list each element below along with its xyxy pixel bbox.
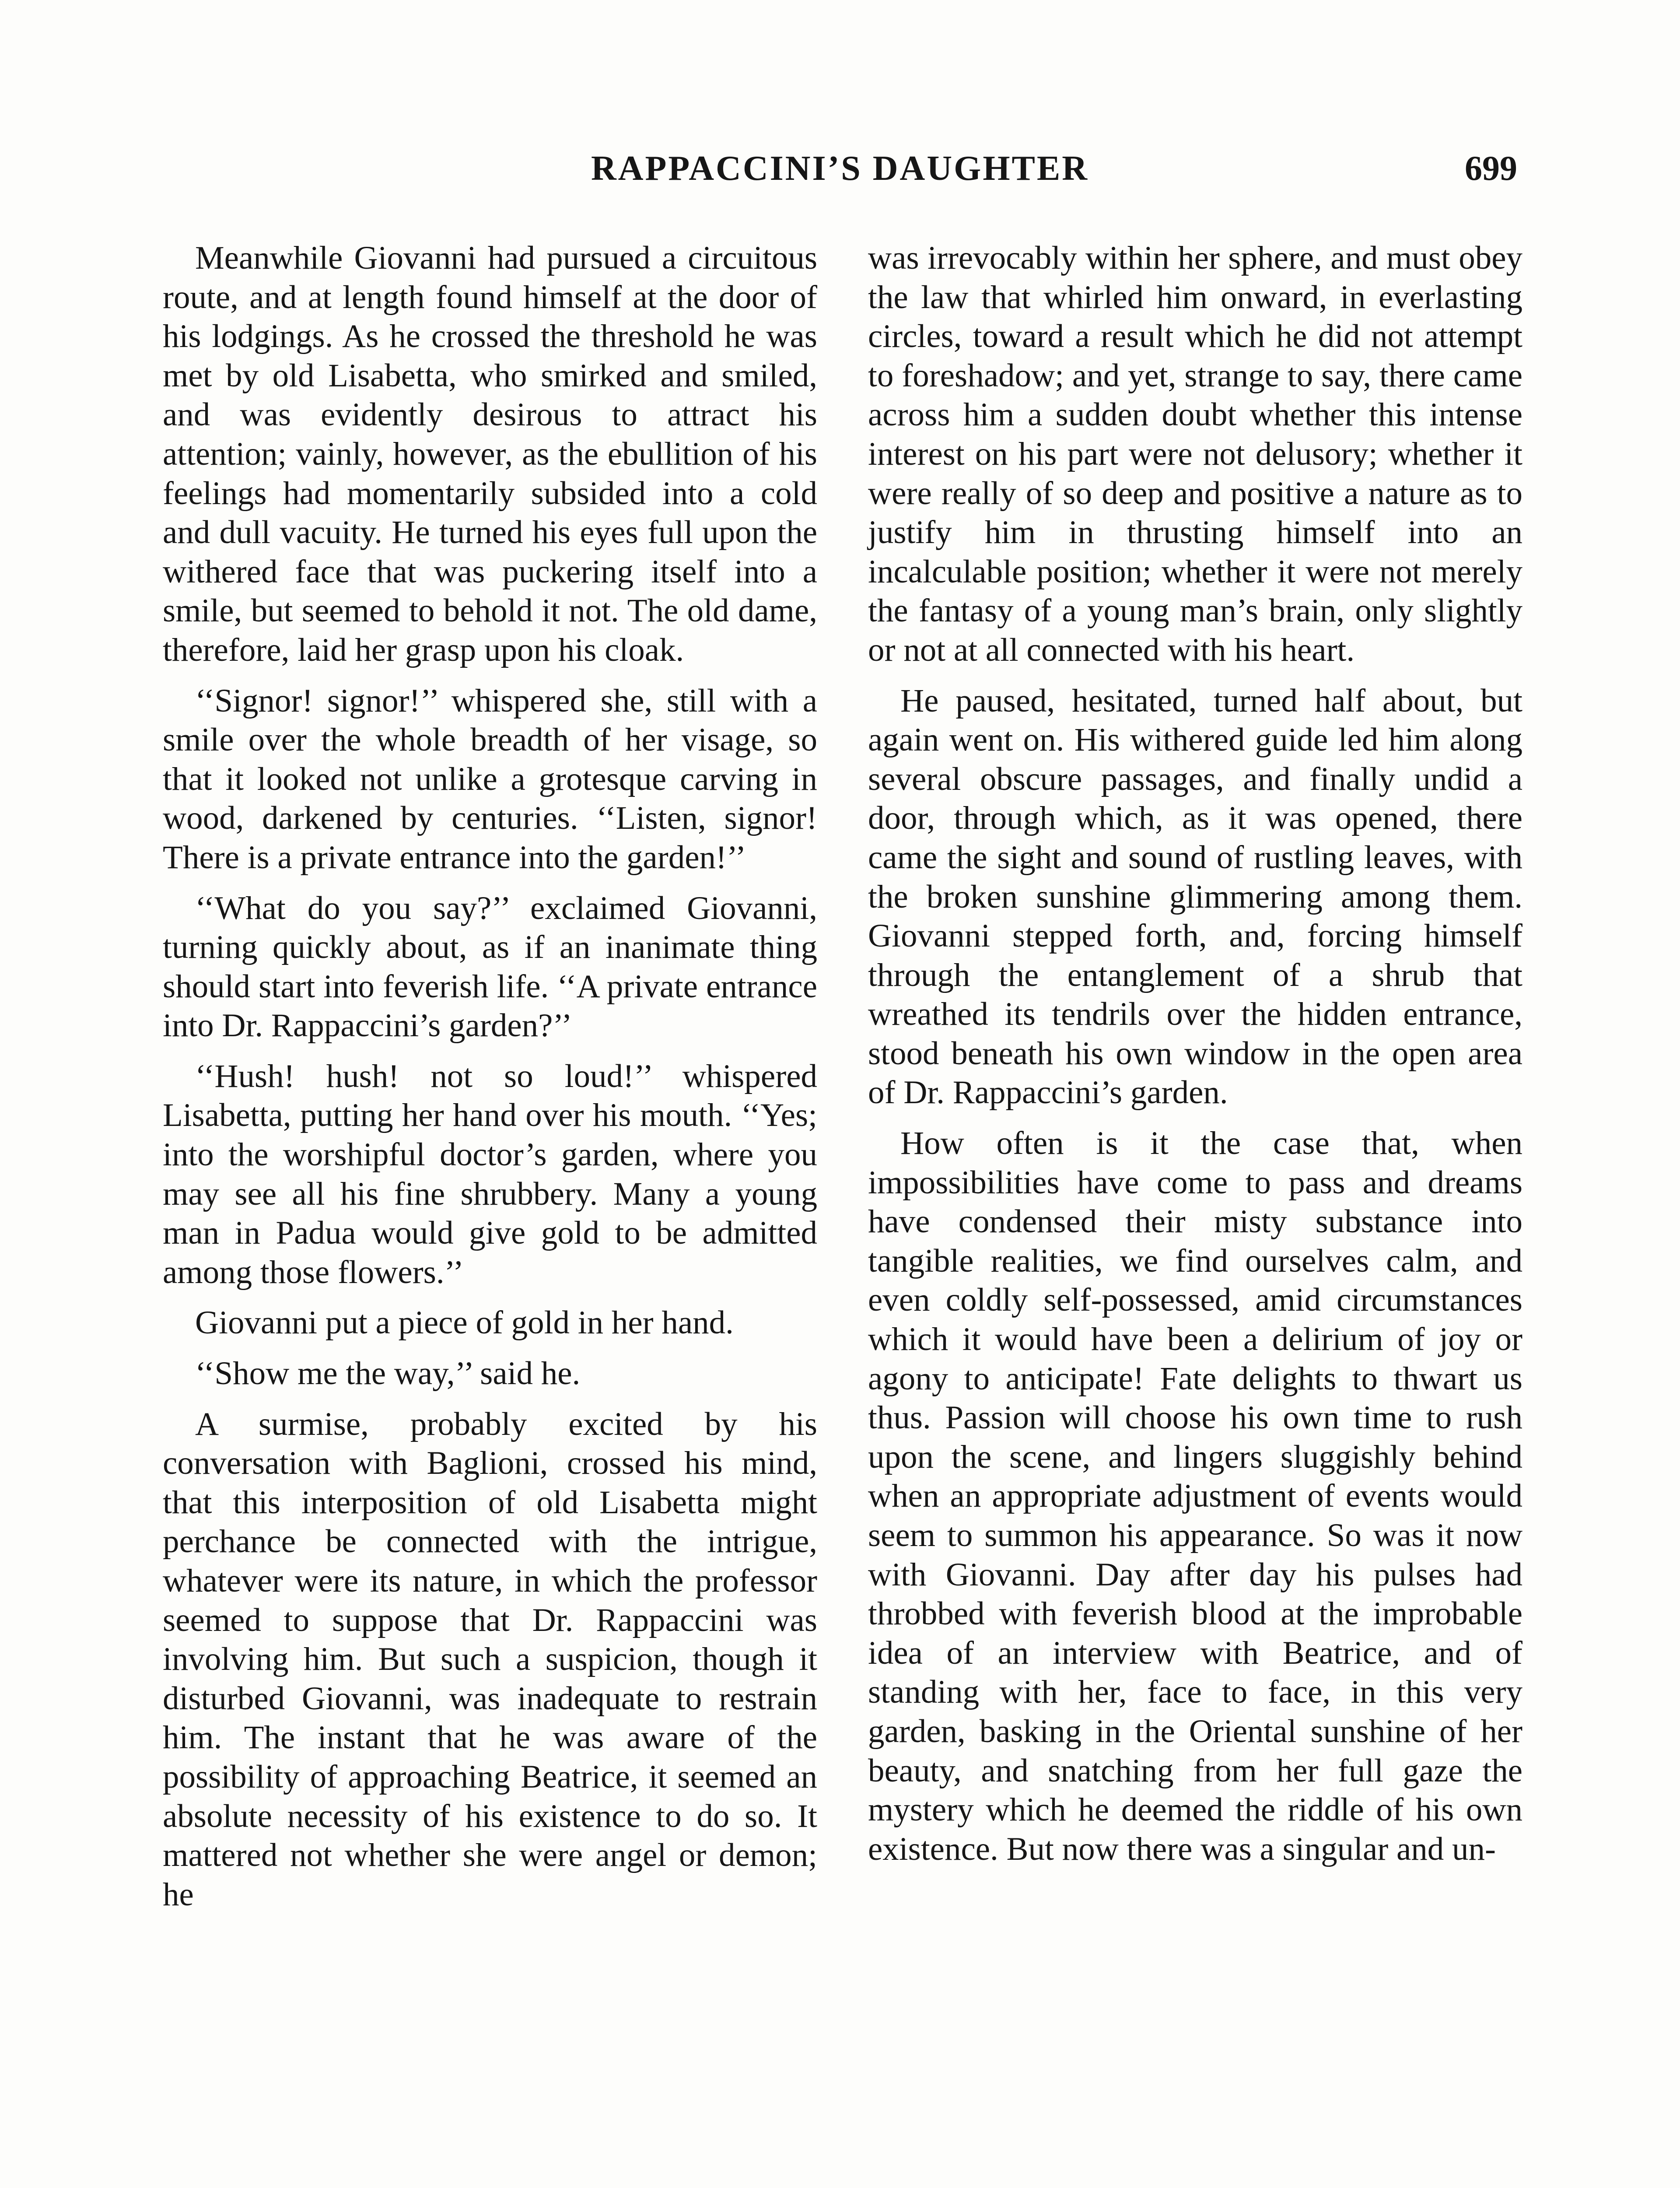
page-number: 699 bbox=[1465, 149, 1517, 188]
left-column bbox=[163, 238, 817, 1914]
running-title: RAPPACCINI’S DAUGHTER bbox=[591, 149, 1089, 188]
paragraph: ‘‘Hush! hush! not so loud!’’ whispered Lisabetta, putting her hand over his mouth. ‘‘Yes; into the worshipful doctor’s garden, where you may see all his fine shrubbery. Many a young man in Padua would give gold to be admitted among those flowers.’’ bbox=[163, 1058, 817, 1290]
running-head bbox=[163, 144, 1517, 193]
paragraph: ‘‘Show me the way,’’ said he. bbox=[195, 1355, 581, 1392]
right-column bbox=[868, 238, 1522, 1869]
paragraph: A surmise, probably excited by his conversation with Baglioni, crossed his mind, that this interposition of old Lisabetta might perchance be connected with the intrigue, whatever were its nature, in which the professor seemed to suppose that Dr. Rappaccini was involving him. But such a suspicion, though it disturbed Giovanni, was inadequate to restrain him. The instant that he was aware of the possibility of approaching Beatrice, it seemed an absolute necessity of his existence to do so. It mattered not whether she were angel or demon; he bbox=[163, 1406, 817, 1913]
paragraph: How often is it the case that, when impossibilities have come to pass and dreams have condensed their misty substance into tangible realities, we find ourselves calm, and even coldly self-possessed, amid circumstances which it would have been a delirium of joy or agony to anticipate! Fate delights to thwart us thus. Passion will choose his own time to rush upon the scene, and lingers sluggishly behind when an appropriate adjustment of events would seem to summon his appearance. So was it now with Giovanni. Day after day his pulses had throbbed with feverish blood at the improbable idea of an interview with Beatrice, and of standing with her, face to face, in this very garden, basking in the Oriental sunshine of her beauty, and snatching from her full gaze the mystery which he deemed the riddle of his own existence. But now there was a singular and un- bbox=[868, 1125, 1522, 1867]
paragraph: ‘‘What do you say?’’ exclaimed Giovanni, turning quickly about, as if an inanimate thing should start into feverish life. ‘‘A private entrance into Dr. Rappaccini’s garden?’’ bbox=[163, 890, 817, 1044]
paragraph: Giovanni put a piece of gold in her hand. bbox=[195, 1304, 734, 1341]
paragraph: ‘‘Signor! signor!’’ whispered she, still with a smile over the whole breadth of her visage, so that it looked not unlike a grotesque carving in wood, darkened by centuries. ‘‘Listen, signor! There is a private entrance into the garden!’’ bbox=[163, 682, 817, 876]
paragraph: was irrevocably within her sphere, and must obey the law that whirled him onward, in everlasting circles, toward a result which he did not attempt to foreshadow; and yet, strange to say, there came across him a sudden doubt whether this intense interest on his part were not delusory; whether it were really of so deep and positive a nature as to justify him in thrusting himself into an incalculable position; whether it were not merely the fantasy of a young man’s brain, only slightly or not at all connected with his heart. bbox=[868, 240, 1522, 668]
paragraph: He paused, hesitated, turned half about, but again went on. His withered guide led him along several obscure passages, and finally undid a door, through which, as it was opened, there came the sight and sound of rustling leaves, with the broken sunshine glimmering among them. Giovanni stepped forth, and, forcing himself through the entanglement of a shrub that wreathed its tendrils over the hidden entrance, stood beneath his own window in the open area of Dr. Rappaccini’s garden. bbox=[868, 682, 1522, 1111]
paragraph: Meanwhile Giovanni had pursued a circuitous route, and at length found himself at the door of his lodgings. As he crossed the threshold he was met by old Lisabetta, who smirked and smiled, and was evidently desirous to attract his attention; vainly, however, as the ebullition of his feelings had momentarily subsided into a cold and dull vacuity. He turned his eyes full upon the withered face that was puckering itself into a smile, but seemed to behold it not. The old dame, therefore, laid her grasp upon his cloak. bbox=[163, 240, 817, 668]
